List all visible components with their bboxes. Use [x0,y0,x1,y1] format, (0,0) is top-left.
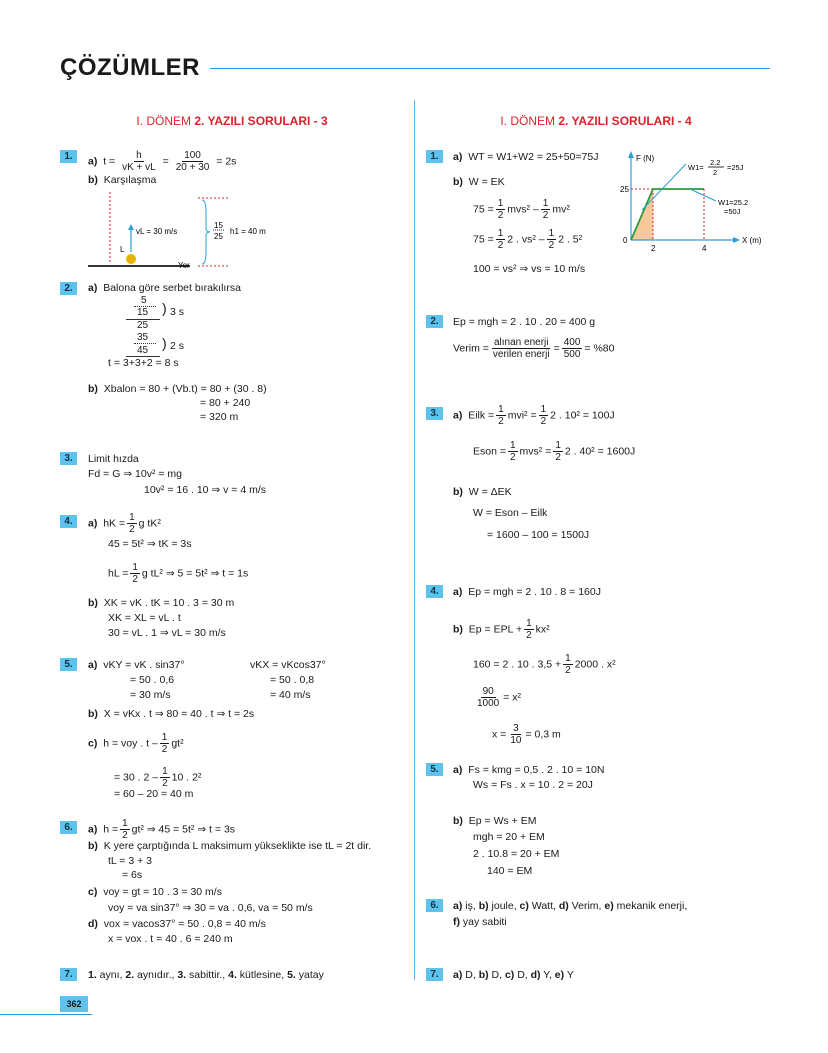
label: a) [453,969,463,981]
fraction [496,228,506,251]
fraction [160,732,170,755]
denominator: 20 + 30 [175,162,210,173]
section-prefix: I. DÖNEM [136,114,195,128]
text: Y [564,969,574,981]
left-section-title [62,114,402,128]
numerator: 1 [548,228,555,239]
numerator: 100 [184,150,201,161]
denominator: 1000 [477,698,500,709]
fraction [120,150,158,173]
label: a) [453,586,463,598]
text: = 50 . 0,6 [130,674,175,686]
text: t = [103,155,116,168]
text: gt² [171,737,184,750]
text: X = vKx . t ⇒ 80 = 40 . t ⇒ t = 2s [103,708,255,720]
text: mvs² = [519,445,552,458]
value: 45 [137,345,149,356]
numerator: 1 [540,404,547,415]
numerator: 1 [555,440,561,451]
arrow-head [128,224,134,230]
label: b) [88,597,98,609]
fraction [496,404,506,427]
text: D, [514,969,531,981]
question-number: 4. [426,585,443,598]
value: 5 [141,295,147,306]
label: a) [453,764,463,776]
text: D, [462,969,479,981]
fraction-num: 15 [214,221,223,230]
text: = 30 m/s [130,689,171,701]
denominator: 2 [540,416,547,427]
rq5-b1 [453,815,536,828]
label: b) [88,708,98,720]
text: mvs² – [507,203,539,216]
l-label: L [120,245,125,254]
denominator: verilen enerji [492,349,550,360]
y-axis-label: F (N) [636,154,655,163]
w1-result: =25J [727,163,744,172]
q5-c2 [114,766,201,789]
q7-line [88,969,324,982]
numerator: 1 [509,440,516,451]
question-number: 2. [426,315,443,328]
text: h = voy . t – [103,737,158,750]
fraction [541,198,551,221]
yer-label: Yer [178,261,190,270]
text: W = ΔEK [468,486,512,498]
text: 30 = vL . 1 ⇒ vL = 30 m/s [108,627,226,639]
text: = 0,3 m [525,728,561,741]
text: = [553,342,560,355]
text: g tL² ⇒ 5 = 5t² ⇒ t = 1s [141,567,249,580]
rq4-b2 [473,653,616,676]
footer-rule [0,1014,92,1015]
numerator: 1 [497,228,504,239]
rq1-b3 [473,228,582,251]
y-axis-arrow [628,151,634,158]
label: a) [88,155,98,168]
item-number: 3. [177,969,187,981]
text: = 60 – 20 = 40 m [114,788,194,800]
denominator: 2 [542,210,549,221]
paren: ) [162,300,167,316]
denominator: 500 [563,349,581,360]
numerator: 1 [161,732,168,743]
fraction [127,512,137,535]
text: Ep = Ws + EM [468,815,537,827]
rq3-a2 [473,440,635,463]
label: e) [604,900,614,912]
question-number: 3. [60,452,77,465]
text: = 50 . 0,8 [270,674,315,686]
q5-a1 [88,659,185,672]
text: hK = [103,517,126,530]
rq4-a1 [453,586,601,599]
force-distance-graph [620,150,795,255]
denominator: 2 [161,744,168,755]
rq5-a1 [453,764,604,777]
text: vKX = vKcos37° [250,659,326,671]
text: Y, [540,969,555,981]
page-title: ÇÖZÜMLER [60,54,200,81]
numerator: h [136,150,142,161]
fraction [553,440,563,463]
label: c) [504,969,515,981]
label: a) [88,282,98,294]
q6-d1 [88,918,266,931]
value: 2 s [170,340,185,352]
denominator: 2 [132,574,138,585]
q5-c1 [88,732,184,755]
label: b) [88,174,98,186]
text: voy = va sin37° ⇒ 30 = va . 0,6, va = 50 m/s [108,902,313,914]
label: b) [88,383,98,395]
item-number: 4. [228,969,237,981]
denominator: vK + vL [122,162,156,173]
fraction [539,404,549,427]
label: a) [88,659,98,671]
section-prefix: I. DÖNEM [500,114,559,128]
text: gt² ⇒ 45 = 5t² ⇒ t = 3s [131,823,236,836]
w2-result: =50J [724,207,741,216]
numerator: 1 [497,198,504,209]
section-bold: 2. YAZILI SORULARI - 3 [194,114,328,128]
text: 2 . vs² – [507,233,545,246]
text: = 80 + 240 [200,397,251,409]
label: d) [88,918,98,930]
rq1-a1 [453,151,598,164]
text: 2 . 10.8 = 20 + EM [473,848,560,860]
denominator: 2 [548,240,555,251]
numerator: 1 [162,766,168,777]
right-section-title [426,114,766,128]
item-number: 1. [88,969,97,981]
w1-numerator: 2.2 [710,158,721,167]
numerator: 1 [542,198,549,209]
text: vox = vacos37° = 50 . 0,8 = 40 m/s [103,918,266,930]
denominator: 2 [509,452,516,463]
item-number: 5. [287,969,296,981]
text: 160 = 2 . 10 . 3,5 + [473,658,562,671]
text: 75 = [473,233,494,246]
numerator: 400 [563,337,581,348]
rq4-b4 [492,723,561,746]
rq1-b1 [453,176,505,189]
q4-b1 [88,597,234,610]
x-tick: 2 [651,244,656,253]
rq4-b1 [453,618,550,641]
denominator: 2 [162,778,168,789]
text: Ep = EPL + [468,623,523,636]
text: XK = XL = vL . t [108,612,181,624]
text: joule, [488,900,520,912]
text: mekanik enerji, [613,900,688,912]
q4-a1 [88,512,161,535]
text: XK = vK . tK = 10 . 3 = 30 m [103,597,235,609]
section-bold: 2. YAZILI SORULARI - 4 [558,114,692,128]
text: = [162,155,169,168]
text: D, [488,969,505,981]
text: Ep = mgh = 2 . 10 . 8 = 160J [468,586,601,598]
text: iş, [462,900,479,912]
numerator: 1 [122,818,128,829]
page-number: 362 [60,996,88,1012]
y-tick: 25 [620,185,629,194]
title-rule [210,68,770,69]
fraction [174,150,212,173]
text: vKY = vK . sin37° [103,659,185,671]
text: Xbalon = 80 + (Vb.t) = 80 + (30 . 8) [103,383,267,395]
question-number: 5. [426,763,443,776]
text: Verim = [453,342,489,355]
fraction [524,618,534,641]
fraction [547,228,557,251]
q5-b1 [88,708,254,721]
fraction [491,337,552,360]
label: a) [88,823,98,836]
numerator: 1 [132,562,138,573]
denominator: 2 [129,524,135,535]
paren: ) [162,335,167,351]
label: d) [558,900,569,912]
text: aynı, [96,969,126,981]
rq3-a1 [453,404,615,427]
label: d) [530,969,541,981]
text: W = EK [468,176,505,188]
label: a) [453,151,463,163]
value: 25 [137,320,149,331]
text: = 6s [122,869,143,881]
text: Eilk = [468,409,495,422]
q2-a-line [88,282,241,295]
text: Ep = mgh = 2 . 10 . 20 = 400 g [453,316,596,328]
text: kx² [535,623,550,636]
text: = 40 m/s [270,689,311,701]
text: K yere çarptığında L maksimum yükseklikte ise tL = 2t dir. [103,840,372,852]
text: 10 . 2² [171,771,202,784]
fraction [130,562,140,585]
text: Verim, [568,900,605,912]
rq6-line1 [453,900,687,913]
x-tick: 4 [702,244,707,253]
text: 10v² = 16 . 10 ⇒ v = 4 m/s [144,484,267,496]
w1-denominator: 2 [713,168,718,177]
text: Watt, [528,900,559,912]
label: b) [453,176,463,188]
question-number: 5. [60,658,77,671]
question-number: 7. [426,968,443,981]
text: = 320 m [200,411,239,423]
text: sabittir., [186,969,229,981]
numerator: 1 [129,512,135,523]
question-number: 4. [60,515,77,528]
q1-b-line [88,174,156,187]
denominator: 10 [510,735,522,746]
text: tL = 3 + 3 [108,855,152,867]
label: b) [453,623,463,636]
text: 2 . 40² = 1600J [564,445,636,458]
label: a) [453,409,463,422]
label: c) [88,886,98,898]
label: e) [554,969,565,981]
text: Fd = G ⇒ 10v² = mg [88,468,182,480]
text: aynıdır., [134,969,178,981]
text: Balona göre serbet bırakılırsa [103,282,241,294]
text: = 30 . 2 – [114,771,159,784]
text: 45 = 5t² ⇒ tK = 3s [108,538,192,550]
label: a) [453,900,463,912]
fraction [508,723,523,746]
rq2-verim [453,337,615,360]
leader-line [690,189,716,201]
leader-line [642,164,686,210]
label: b) [88,840,98,852]
text: mgh = 20 + EM [473,831,545,843]
text: x = [492,728,507,741]
brace [202,200,210,264]
text: 75 = [473,203,494,216]
text: = 1600 – 100 = 1500J [487,529,590,541]
text: 140 = EM [487,865,533,877]
value: 3 s [170,306,185,318]
numerator: 90 [482,686,494,697]
text: 2000 . x² [574,658,616,671]
question-number: 1. [60,150,77,163]
text: 2 . 5² [558,233,583,246]
label: a) [88,517,98,530]
question-number: 7. [60,968,77,981]
x-axis-arrow [733,237,740,243]
text: Fs = kmg = 0,5 . 2 . 10 = 10N [468,764,605,776]
label: c) [519,900,529,912]
fraction [496,198,506,221]
x-axis-label: X (m) [742,236,762,245]
numerator: 3 [513,723,519,734]
text: 100 = vs² ⇒ vs = 10 m/s [473,263,586,275]
text: x = vox . t = 40 . 6 = 240 m [108,933,233,945]
denominator: 2 [498,416,504,427]
label: b) [478,900,489,912]
w1-label: W1= [688,163,704,172]
value: 35 [137,332,149,343]
text: = x² [503,691,522,704]
question-number: 6. [60,821,77,834]
text: WT = W1+W2 = 25+50=75J [468,151,599,163]
text: Karşılaşma [103,174,157,186]
label: b) [453,486,463,498]
origin-tick: 0 [623,236,628,245]
denominator: 2 [122,830,128,841]
fraction [475,686,501,709]
q2-b-line [88,383,267,396]
text: hL = [108,567,129,580]
rq4-b3 [473,686,521,709]
denominator: 2 [565,665,571,676]
q6-c1 [88,886,222,899]
rq7-line [453,969,574,982]
numerator: 1 [565,653,571,664]
numerator: alınan enerji [494,337,549,348]
question-number: 2. [60,282,77,295]
text: = %80 [584,342,615,355]
text: 2 . 10² = 100J [550,409,615,422]
label: b) [478,969,489,981]
q6-a1 [88,818,235,841]
q4-a3 [108,562,248,585]
text: = 2s [216,155,237,168]
label: f) [453,916,460,928]
text: t = 3+3+2 = 8 s [108,357,179,369]
item-number: 2. [125,969,135,981]
text: mv² [552,203,570,216]
label: b) [453,815,463,827]
question-number: 1. [426,150,443,163]
text: g tK² [138,517,161,530]
rq6-line2 [453,916,507,929]
text: yay sabiti [460,916,507,928]
text: voy = gt = 10 . 3 = 30 m/s [103,886,222,898]
text: Ws = Fs . x = 10 . 2 = 20J [473,779,593,791]
fraction [120,818,130,841]
text: mvi² = [507,409,537,422]
column-divider [414,100,415,980]
fraction [562,337,583,360]
denominator: 2 [555,452,561,463]
numerator: 1 [526,618,532,629]
text: kütlesine, [236,969,288,981]
w2-label: W1=25.2 [718,198,749,207]
text: Limit hızda [88,453,139,465]
question-number: 6. [426,899,443,912]
fraction [160,766,170,789]
rq3-b1 [453,486,512,499]
text: W = Eson – Eilk [473,507,548,519]
text: Eson = [473,445,506,458]
denominator: 2 [526,630,532,641]
label: c) [88,737,98,750]
velocity-label: vL = 30 m/s [136,227,178,236]
denominator: 2 [497,210,504,221]
q1-a-line [88,150,236,173]
fraction-den: 25 [214,232,223,241]
q1-figure [80,188,290,270]
q6-b1 [88,840,371,853]
numerator: 1 [498,404,504,415]
text: yatay [295,969,324,981]
ball [126,254,136,264]
rq1-b2 [473,198,570,221]
value: 15 [137,307,149,318]
denominator: 2 [497,240,504,251]
fraction [508,440,518,463]
question-number: 3. [426,407,443,420]
fraction [563,653,573,676]
text: h = [103,823,119,836]
h1-label: h1 = 40 m [230,227,266,236]
